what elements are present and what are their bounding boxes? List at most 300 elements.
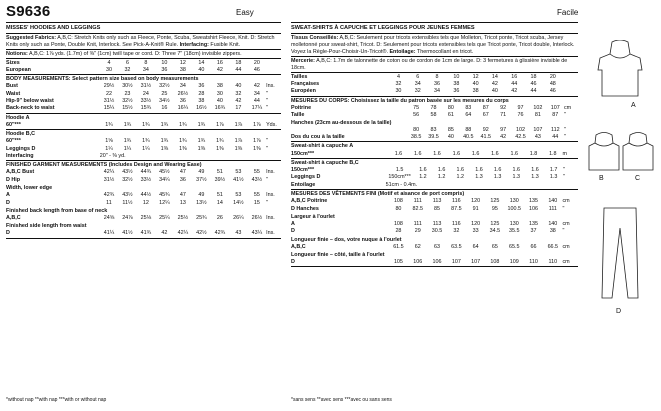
- row-value: 36: [198, 83, 205, 90]
- row-value: 62: [414, 243, 421, 250]
- row-value: [477, 119, 494, 126]
- row-value: 1⅜: [160, 145, 169, 152]
- row-value: 33½: [140, 98, 152, 105]
- row-value: 13: [179, 199, 186, 206]
- row-value: 15¾: [140, 105, 152, 112]
- side-length-title: Finished side length from waist: [6, 223, 87, 230]
- size-value: 42: [491, 80, 498, 87]
- row-unit: Yds.: [266, 121, 277, 128]
- row-value: 32½: [122, 176, 133, 183]
- row-unit: ": [562, 228, 565, 235]
- row-value: 24: [142, 90, 149, 97]
- table-row: [6, 177, 281, 184]
- row-value: 1⅞: [253, 138, 261, 145]
- row-value: 113: [432, 221, 442, 228]
- row-value: 32: [235, 90, 242, 97]
- row-value: 1.2: [437, 174, 446, 181]
- row-value: 42: [161, 230, 168, 237]
- row-value: 120: [471, 198, 481, 205]
- row-value: 81: [534, 112, 541, 119]
- row-value: 83: [430, 126, 437, 133]
- row-value: 1¾: [123, 121, 132, 128]
- row-value: 120: [471, 221, 481, 228]
- row-unit: [266, 153, 281, 160]
- row-value: 42¼: [103, 169, 115, 176]
- row-unit: [563, 182, 578, 189]
- row-value: 1⅞: [234, 121, 243, 128]
- row-label: Leggings D: [291, 174, 321, 181]
- row-value: 17¼: [251, 105, 263, 112]
- row-value: 14½: [233, 199, 244, 206]
- row-value: 1⅞: [253, 121, 261, 128]
- size-value: 42: [511, 88, 518, 95]
- row-label: D: [291, 228, 295, 235]
- french-back-title: Longueur finie – dos, votre nuque à l'ourlet: [291, 236, 402, 243]
- row-value: 24⅞: [122, 215, 133, 222]
- row-value: 150cm***: [388, 174, 411, 181]
- row-label: A: [291, 221, 295, 228]
- row-value: 125: [490, 198, 500, 205]
- row-value: 47: [179, 192, 186, 199]
- row-value: 26½: [177, 90, 189, 97]
- french-side-title: Longueur finie – côté, taille à l'ourlet: [291, 252, 385, 259]
- table-row: [291, 127, 578, 134]
- row-value: 1.6: [512, 167, 521, 174]
- row-value: 1⅝: [105, 138, 113, 145]
- size-value: 18: [530, 73, 537, 80]
- table-row: [6, 215, 281, 222]
- row-value: [407, 119, 424, 126]
- size-value: 10: [161, 59, 168, 66]
- table-row: [6, 192, 281, 199]
- row-value: 135: [529, 198, 539, 205]
- size-value: 38: [472, 88, 479, 95]
- row-value: 56: [413, 112, 420, 119]
- table-row: [6, 122, 281, 129]
- size-value: 44: [235, 66, 242, 73]
- row-value: 1⅞: [216, 121, 224, 128]
- row-value: 25¼: [159, 215, 170, 222]
- width-title: Width, lower edge: [6, 185, 53, 192]
- french-fabrics-text: Tissus Conseillés: A,B,C: Seulement pour tricots extensibles tels que Molleton, Tricot ponte, Tricot scuba, Jersey molletonné pour sweat-shirt, Tricot. D: Seulement pour tricots extensibles tels que Tricot ponte, Tricot double, Interlock. Voyez la Règle-Pour-Choisir-Un-Tricot®. Entoilage: Thermocollant en tricot.: [291, 34, 575, 55]
- row-value: 87: [552, 112, 559, 119]
- size-value: 30: [395, 88, 402, 95]
- row-label: Hanches (23cm au-dessous de la taille): [291, 119, 392, 126]
- row-value: 32: [453, 228, 460, 235]
- row-value: 38: [198, 98, 205, 105]
- table-row: [291, 151, 578, 158]
- row-value: 1⅜: [179, 145, 187, 152]
- hoodie-bc-title: Hoodie B,C: [6, 131, 36, 138]
- row-value: 12¼: [159, 199, 170, 206]
- row-value: 1⅜: [197, 145, 206, 152]
- row-value: 1.6: [394, 150, 403, 157]
- row-label: D Hip: [6, 176, 21, 183]
- row-value: 31½: [103, 176, 115, 183]
- table-row: [291, 228, 578, 235]
- row-value: 63.5: [451, 243, 462, 250]
- row-value: 44¾: [140, 169, 152, 176]
- row-value: 1.6: [475, 167, 483, 174]
- row-value: 51: [216, 192, 223, 199]
- row-label: Taille: [291, 112, 305, 119]
- row-value: 25: [161, 90, 168, 97]
- figure-label-a: A: [631, 102, 636, 109]
- row-value: 140: [548, 198, 558, 205]
- table-row: [6, 145, 281, 152]
- pattern-code: S9636: [6, 3, 51, 20]
- row-value: 1⅜: [234, 145, 243, 152]
- row-value: 87: [482, 104, 489, 111]
- fabrics-text: Suggested Fabrics: A,B,C: Stretch Knits only such as Fleece, Ponte, Scuba, Sweatshirt Fleece, Knit. D: Stretch Knits only such as Ponte, Double Knit, Interlock. See Pick-A-Knit® Rule. Interfacing: Fusible Knit.: [6, 34, 275, 48]
- row-value: 38: [216, 83, 223, 90]
- row-value: 1⅜: [216, 145, 224, 152]
- size-value: 32: [124, 66, 131, 73]
- figure-label-d: D: [616, 308, 622, 315]
- row-value: 71: [500, 112, 507, 119]
- row-value: 135: [529, 221, 539, 228]
- row-value: 53: [235, 192, 242, 199]
- row-value: 66.5: [547, 243, 559, 250]
- row-label: A,B,C Bust: [6, 169, 35, 176]
- row-value: 11: [106, 199, 112, 206]
- row-value: 39½: [214, 176, 226, 183]
- row-value: 1.3: [549, 174, 558, 181]
- size-value: 30: [105, 66, 112, 73]
- row-unit: ": [266, 105, 268, 112]
- row-value: 1.2: [456, 174, 465, 181]
- row-label: 150cm***: [291, 150, 315, 157]
- figure-label-b: B: [599, 175, 604, 182]
- row-value: 66: [530, 243, 537, 250]
- size-value: 36: [434, 80, 441, 87]
- table-row: [291, 198, 578, 205]
- row-value: 88: [465, 126, 472, 133]
- size-value: 36: [453, 88, 460, 95]
- row-value: 116: [452, 221, 461, 228]
- row-value: 42½: [196, 230, 207, 237]
- size-value: 46: [530, 80, 537, 87]
- row-value: 1.8: [549, 150, 557, 157]
- row-value: 29½: [103, 83, 115, 90]
- row-label: Bust: [6, 83, 18, 90]
- table-row: [6, 199, 281, 206]
- difficulty-fr: Facile: [557, 8, 579, 17]
- table-row: [6, 98, 281, 105]
- row-label: A,B,C Poitrine: [291, 198, 328, 205]
- table-row: [291, 244, 578, 251]
- table-row: [291, 112, 578, 119]
- row-value: 34½: [159, 98, 170, 105]
- row-value: 32½: [159, 83, 170, 90]
- row-value: 140: [548, 221, 558, 228]
- row-value: 110: [548, 259, 558, 266]
- row-value: 1¾: [123, 138, 132, 145]
- row-value: 34: [253, 90, 260, 97]
- row-value: 1.6: [413, 150, 422, 157]
- french-finished-title: MESURES DES VÊTEMENTS FINI (Motif et aisance de port compris): [291, 191, 465, 198]
- row-unit: ": [562, 174, 565, 181]
- row-value: 43½: [251, 176, 263, 183]
- row-unit: cm: [562, 221, 570, 228]
- row-value: 106: [432, 259, 442, 266]
- finished-measurements-table: [6, 169, 281, 184]
- row-value: 1.3: [512, 174, 521, 181]
- size-value: 46: [549, 88, 556, 95]
- row-value: 1.3: [493, 174, 502, 181]
- french-column: [291, 22, 578, 267]
- row-value: 15¼: [103, 105, 115, 112]
- row-value: 1¾: [105, 121, 113, 128]
- row-value: 41¼: [103, 230, 115, 237]
- row-value: 36: [179, 176, 186, 183]
- side-length-table: [6, 230, 281, 237]
- row-label: A,B,C: [291, 243, 306, 250]
- body-measurements-title: BODY MEASUREMENTS: Select pattern size based on body measurements: [6, 76, 199, 83]
- row-value: 107: [451, 259, 461, 266]
- back-length-table: [6, 215, 281, 222]
- row-value: 105: [393, 259, 403, 266]
- row-value: 1¾: [179, 138, 187, 145]
- size-value: 32: [414, 88, 421, 95]
- row-value: 51: [216, 169, 223, 176]
- french-side-table: [291, 259, 578, 266]
- row-value: 39.5: [428, 134, 439, 141]
- row-value: 92: [482, 126, 489, 133]
- row-value: 1.6: [452, 150, 461, 157]
- row-value: 34: [179, 83, 186, 90]
- row-unit: cm: [563, 104, 572, 111]
- size-table: Sizes 4 6 8 10 12 14 16 18 20 European 30 32 34 36 38 40 42 44 46: [6, 59, 281, 74]
- hoodie-a-drawing: [598, 40, 642, 96]
- row-value: 25½: [177, 215, 189, 222]
- table-row: [6, 83, 281, 90]
- row-value: 16: [161, 105, 168, 112]
- row-value: 106: [529, 205, 539, 212]
- row-value: 45½: [159, 169, 170, 176]
- width-table: [6, 192, 281, 207]
- row-value: 40: [216, 98, 223, 105]
- row-value: 100.5: [507, 205, 521, 212]
- table-row: [6, 105, 281, 112]
- row-value: 102: [515, 126, 525, 133]
- row-value: 110: [529, 259, 538, 266]
- row-value: 1.6: [510, 150, 518, 157]
- row-value: 25¾: [196, 215, 207, 222]
- row-value: 16¼: [177, 105, 189, 112]
- row-value: 44: [253, 98, 260, 105]
- row-value: 53: [235, 169, 242, 176]
- size-value: 4: [107, 59, 111, 66]
- table-row: [291, 174, 578, 181]
- row-value: 108: [393, 198, 403, 205]
- row-value: 1.6: [456, 167, 465, 174]
- row-value: 111: [413, 198, 422, 205]
- hoodie-bc-yardage: [6, 138, 281, 160]
- hoodie-b-drawing: [589, 133, 619, 171]
- row-label: A,B,C: [6, 215, 21, 222]
- row-value: 30.5: [431, 228, 443, 235]
- english-column: [6, 22, 281, 239]
- row-value: 63: [434, 243, 441, 250]
- row-value: 23: [124, 90, 131, 97]
- back-length-title: Finished back length from base of neck: [6, 207, 108, 214]
- row-value: 42¾: [103, 192, 115, 199]
- row-value: 107: [550, 104, 560, 111]
- row-value: 25⅛: [140, 215, 152, 222]
- row-value: 108: [490, 259, 500, 266]
- row-value: [529, 119, 546, 126]
- row-label: Back-neck to waist: [6, 105, 55, 112]
- row-value: 49: [198, 192, 205, 199]
- row-value: 111: [413, 221, 422, 228]
- row-value: 1¼: [105, 145, 113, 152]
- row-label: [291, 127, 407, 134]
- row-value: 12: [142, 199, 149, 206]
- row-value: 130: [509, 198, 519, 205]
- row-label: Leggings D: [6, 145, 36, 152]
- row-value: 33: [472, 228, 479, 235]
- size-value: 34: [434, 88, 441, 95]
- row-value: 64: [465, 112, 472, 119]
- row-value: 1¾: [179, 121, 187, 128]
- french-bc-yardage: [291, 167, 578, 189]
- row-value: 28: [198, 90, 205, 97]
- row-value: 1¼: [123, 145, 132, 152]
- row-value: 42: [235, 98, 242, 105]
- row-label: D: [291, 259, 295, 266]
- row-value: 78: [430, 104, 437, 111]
- row-value: 106: [413, 259, 423, 266]
- row-value: 1.8: [529, 150, 538, 157]
- row-value: 31½: [103, 98, 115, 105]
- size-value: 38: [179, 66, 186, 73]
- row-value: 31½: [140, 83, 152, 90]
- size-value: 16: [216, 59, 223, 66]
- difficulty-en: Easy: [236, 8, 254, 17]
- row-value: 1.5: [395, 167, 404, 174]
- body-measurements-table: [6, 83, 281, 113]
- row-value: 1¾: [197, 138, 206, 145]
- french-width-title: Largeur à l'ourlet: [291, 213, 335, 220]
- row-value: 97: [517, 104, 524, 111]
- row-value: 1.6: [437, 167, 446, 174]
- size-value: 20: [253, 59, 260, 66]
- table-row: [291, 167, 578, 174]
- row-value: 1.2: [419, 174, 427, 181]
- size-value: 44: [530, 88, 537, 95]
- size-value: 32: [395, 80, 402, 87]
- row-value: 55: [253, 192, 260, 199]
- row-value: 26: [216, 215, 223, 222]
- row-value: 26¼: [233, 215, 244, 222]
- row-unit: m: [562, 150, 567, 157]
- row-value: 61: [447, 112, 454, 119]
- row-value: 102: [533, 104, 543, 111]
- row-value: 42¼: [177, 230, 189, 237]
- row-label: Waist: [6, 90, 21, 97]
- size-value: 12: [179, 59, 186, 66]
- row-label: 60"***: [6, 121, 21, 128]
- row-value: 38.5: [410, 134, 422, 141]
- size-value: 38: [453, 80, 460, 87]
- row-value: 16¾: [214, 105, 226, 112]
- hoodie-c-drawing: [623, 133, 653, 171]
- row-value: 113: [432, 198, 442, 205]
- size-value: 40: [472, 80, 479, 87]
- row-value: 37: [530, 228, 537, 235]
- row-value: 20" - ⅜ yd.: [99, 153, 126, 160]
- row-unit: cm: [562, 243, 570, 250]
- row-value: 36: [179, 98, 186, 105]
- row-unit: ": [562, 167, 565, 174]
- table-row: [291, 221, 578, 228]
- finished-measurements-title: FINISHED GARMENT MEASUREMENTS (Includes Design and Wearing Ease): [6, 162, 202, 169]
- row-value: 45¾: [159, 192, 170, 199]
- size-value: 12: [472, 73, 479, 80]
- row-value: 11½: [122, 199, 133, 206]
- row-value: 125: [490, 221, 500, 228]
- size-value: 14: [198, 59, 205, 66]
- row-value: 14: [216, 199, 223, 206]
- size-value: 34: [414, 80, 421, 87]
- table-row: [291, 134, 578, 141]
- row-value: 17: [235, 105, 242, 112]
- row-value: 13½: [196, 199, 207, 206]
- row-value: 1.6: [419, 167, 427, 174]
- row-value: 1¾: [160, 121, 169, 128]
- row-value: 87.5: [451, 205, 462, 212]
- row-value: 41½: [122, 230, 133, 237]
- row-value: 107: [471, 259, 481, 266]
- row-unit: ": [266, 199, 268, 206]
- french-finished-table: [291, 198, 578, 213]
- row-value: 38: [549, 228, 556, 235]
- figure-label-c: C: [635, 175, 641, 182]
- row-value: 64: [472, 243, 479, 250]
- row-unit: Ins.: [266, 192, 275, 199]
- french-notions-text: Mercerie: A,B,C: 1.7m de talonnette de coton ou de cordon de 1cm de large. D: 3 fermetures à glissière invisible de 18cm.: [291, 57, 568, 71]
- size-value: 8: [144, 59, 148, 66]
- row-value: 95: [491, 205, 498, 212]
- row-label: A: [6, 192, 10, 199]
- row-value: 55: [253, 169, 260, 176]
- row-value: 1.6: [471, 150, 480, 157]
- french-size-table: Tailles 4 6 8 10 12 14 16 18 20 Françaises 32 34 36 38 40 42 44 46 48 Européen 30 32 34 36 38 40 42 44 46: [291, 73, 578, 95]
- row-value: [442, 119, 459, 126]
- row-value: 47: [179, 169, 186, 176]
- row-label: D Hanches: [291, 205, 319, 212]
- row-value: 58: [430, 112, 437, 119]
- size-value: 18: [235, 59, 242, 66]
- row-value: 83: [465, 104, 472, 111]
- size-value: 42: [216, 66, 223, 73]
- row-value: 34.5: [489, 228, 501, 235]
- size-value: 4: [396, 73, 400, 80]
- french-back-table: [291, 244, 578, 251]
- row-value: 67: [482, 112, 489, 119]
- row-value: 43: [534, 134, 541, 141]
- row-value: 22: [105, 90, 112, 97]
- row-value: 1⅜: [253, 145, 261, 152]
- row-value: 1.7: [549, 167, 558, 174]
- row-unit: ": [563, 126, 566, 133]
- row-value: 1¾: [160, 138, 169, 145]
- row-value: 49: [198, 169, 205, 176]
- row-value: 42.5: [515, 134, 526, 141]
- row-value: 40.5: [463, 134, 474, 141]
- row-value: 1.6: [531, 167, 539, 174]
